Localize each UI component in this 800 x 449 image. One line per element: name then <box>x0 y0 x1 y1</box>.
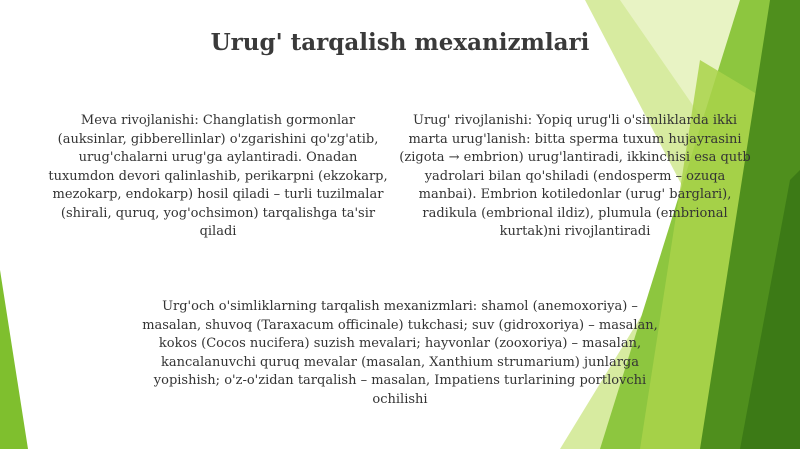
dispersal-mechanisms-text: Urg'och o'simliklarning tarqalish mexanizmlari: shamol (anemoxoriya) – masalan, shuvoq (Taraxacum officinale) tukchasi; suv (gidroxoriya) – masalan, kokos (Cocos nucifera) suzish mevalari; hayvonlar (zooxoriya) – masalan, kancalanuvchi quruq mevalar (masalan, Xanthium strumarium) junlarga yopishish; o'z-o'zidan tarqalish – masalan, Impatiens turlarining portlovchi ochilishi <box>142 299 658 407</box>
fruit-development-text: Meva rivojlanishi: Changlatish gormonlar (auksinlar, gibberellinlar) o'zgarishini qo'zg'atib, urug'chalarni urug'ga aylantiradi. Onadan tuxumdon devori qalinlashib, perikarpni (ekzokarp, mezokarp, endokarp) hosil qiladi – turli tuzilmalar (shirali, quruq, yog'ochsimon) tarqalishga ta'sir qiladi <box>48 113 388 239</box>
slide-title: Urug' tarqalish mexanizmlari <box>210 29 590 56</box>
seed-development-text: Urug' rivojlanishi: Yopiq urug'li o'simliklarda ikki marta urug'lanish: bitta sperma tuxum hujayrasini (zigota → embrion) urug'lantiradi, ikkinchisi esa qutb yadrolari bilan qo'shiladi (endosperm – ozuqa manbai). Embrion kotiledonlar (urug' barglari), radikula (embrional ildiz), plumula (embrional kurtak)ni rivojlantiradi <box>399 113 751 239</box>
left-corner-green-facet <box>0 270 28 449</box>
